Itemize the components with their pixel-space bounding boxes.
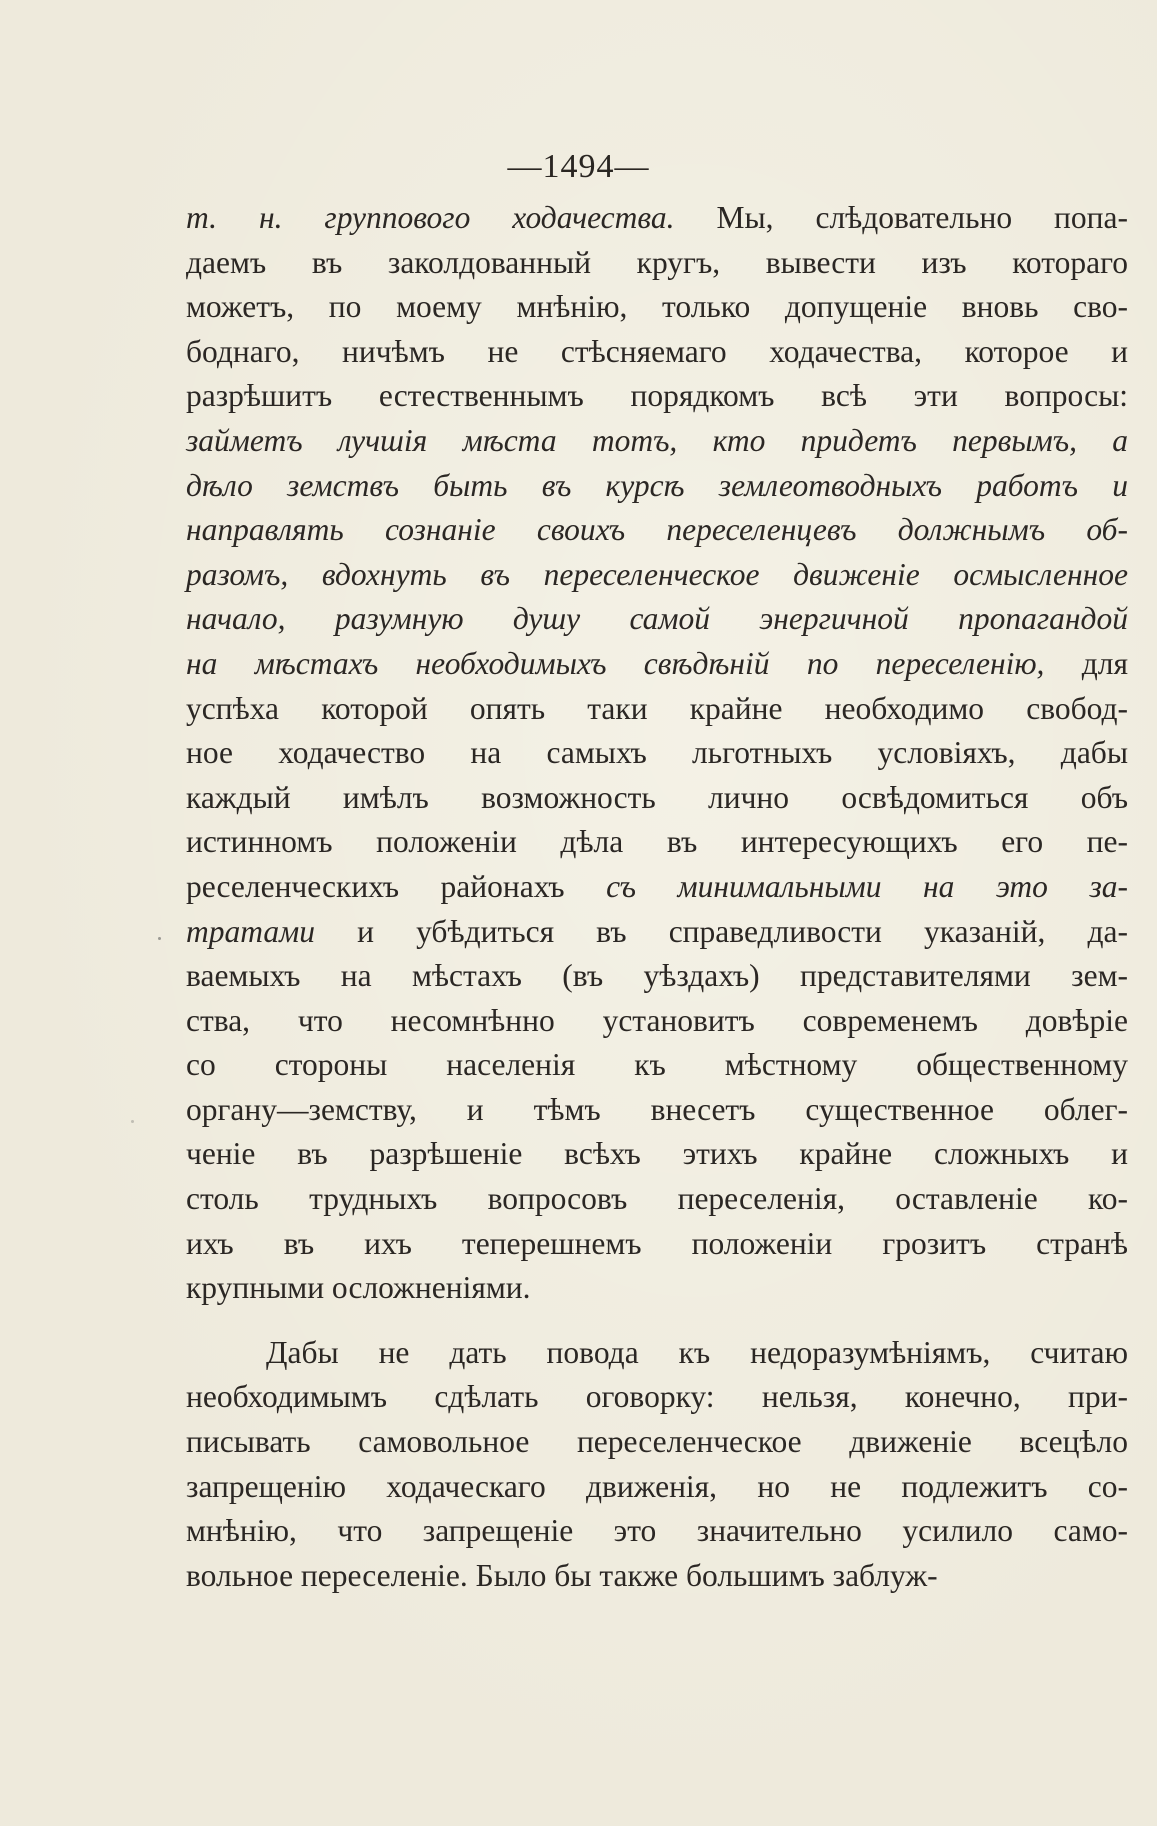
text-line xyxy=(186,1554,1128,1599)
text-line xyxy=(186,374,1128,419)
text-line xyxy=(186,1177,1128,1222)
text-run: вольное переселеніе. Было бы также большимъ заблуж- xyxy=(186,1557,938,1593)
text-line xyxy=(186,1420,1128,1465)
text-line xyxy=(186,1132,1128,1177)
text-line xyxy=(186,553,1128,598)
text-line xyxy=(186,508,1128,553)
text-run: ихъ въ ихъ теперешнемъ положеніи грозитъ странѣ xyxy=(186,1225,1128,1261)
text-run: крупными осложненіями. xyxy=(186,1270,531,1306)
text-run: даемъ въ заколдованный кругъ, вывести изъ котораго xyxy=(186,244,1128,280)
text-run: боднаго, ничѣмъ не стѣсняемаго ходачества, которое и xyxy=(186,333,1128,369)
paragraph-gap xyxy=(186,1311,1128,1331)
text-run: реселенческихъ районахъ xyxy=(186,868,607,904)
text-line xyxy=(186,1266,1128,1311)
text-line xyxy=(186,285,1128,330)
text-line xyxy=(186,241,1128,286)
text-run: мнѣнію, что запрещеніе это значительно усилило само- xyxy=(186,1513,1128,1549)
text-line xyxy=(186,1375,1128,1420)
text-line xyxy=(186,597,1128,642)
text-run: ное ходачество на самыхъ льготныхъ условіяхъ, дабы xyxy=(186,735,1128,771)
text-line xyxy=(186,1222,1128,1267)
text-line xyxy=(186,1465,1128,1510)
text-run: Мы, слѣдовательно попа- xyxy=(674,200,1128,235)
text-line xyxy=(186,999,1128,1044)
text-run: Дабы не дать повода къ недоразумѣніямъ, считаю xyxy=(266,1334,1128,1370)
text-run: необходимымъ сдѣлать оговорку: нельзя, конечно, при- xyxy=(186,1379,1128,1415)
page-number: —1494— xyxy=(507,148,650,185)
text-line xyxy=(186,1331,1128,1376)
text-run: со стороны населенія къ мѣстному общественному xyxy=(186,1047,1128,1083)
italic-text: займетъ лучшія мѣста тотъ, кто придетъ первымъ, а xyxy=(186,422,1128,458)
text-run: и убѣдиться въ справедливости указаній, да- xyxy=(314,913,1128,949)
text-line xyxy=(186,464,1128,509)
italic-text: начало, разумную душу самой энергичной пропагандой xyxy=(186,601,1128,637)
italic-text: на мѣстахъ необходимыхъ свѣдѣній по переселенію, xyxy=(186,645,1045,681)
text-run: писывать самовольное переселенческое движеніе всецѣло xyxy=(186,1424,1128,1460)
text-line xyxy=(186,1088,1128,1133)
text-run: разрѣшитъ естественнымъ порядкомъ всѣ эти вопросы: xyxy=(186,378,1128,414)
text-line xyxy=(186,330,1128,375)
text-line xyxy=(186,642,1128,687)
text-line xyxy=(186,910,1128,955)
italic-text: разомъ, вдохнуть въ переселенческое движеніе осмысленное xyxy=(186,556,1128,592)
text-run: можетъ, по моему мнѣнію, только допущеніе вновь сво- xyxy=(186,289,1128,325)
text-run: ченіе въ разрѣшеніе всѣхъ этихъ крайне сложныхъ и xyxy=(186,1136,1128,1172)
text-run: органу—земству, и тѣмъ внесетъ существенное облег- xyxy=(186,1091,1128,1127)
text-run: запрещенію ходаческаго движенія, но не подлежитъ со- xyxy=(186,1468,1128,1504)
text-run: для xyxy=(1044,645,1128,681)
print-speck xyxy=(158,937,161,940)
italic-text: съ минимальными на это за- xyxy=(606,868,1128,904)
text-line xyxy=(186,1509,1128,1554)
text-line xyxy=(186,687,1128,732)
text-line xyxy=(186,954,1128,999)
text-run: ваемыхъ на мѣстахъ (въ уѣздахъ) представителями зем- xyxy=(186,958,1128,994)
text-run: успѣха которой опять таки крайне необходимо свобод- xyxy=(186,690,1128,726)
body-text xyxy=(186,196,1128,1598)
italic-text: т. н. группового ходачества. xyxy=(186,200,675,235)
print-speck xyxy=(131,1120,134,1123)
text-line xyxy=(186,865,1128,910)
text-line xyxy=(186,1043,1128,1088)
text-line xyxy=(186,776,1128,821)
italic-text: дѣло земствъ быть въ курсѣ землеотводныхъ работъ и xyxy=(186,467,1128,503)
text-run: столь трудныхъ вопросовъ переселенія, оставленіе ко- xyxy=(186,1181,1128,1217)
italic-text: направлять сознаніе своихъ переселенцевъ должнымъ об- xyxy=(186,512,1128,548)
text-run: истинномъ положеніи дѣла въ интересующихъ его пе- xyxy=(186,824,1128,860)
text-line xyxy=(186,419,1128,464)
italic-text: тратами xyxy=(186,913,315,949)
text-line xyxy=(186,820,1128,865)
text-run: каждый имѣлъ возможность лично освѣдомиться объ xyxy=(186,779,1128,815)
text-run: ства, что несомнѣнно установитъ современемъ довѣріе xyxy=(186,1002,1128,1038)
text-line xyxy=(186,731,1128,776)
text-line xyxy=(186,196,1128,241)
